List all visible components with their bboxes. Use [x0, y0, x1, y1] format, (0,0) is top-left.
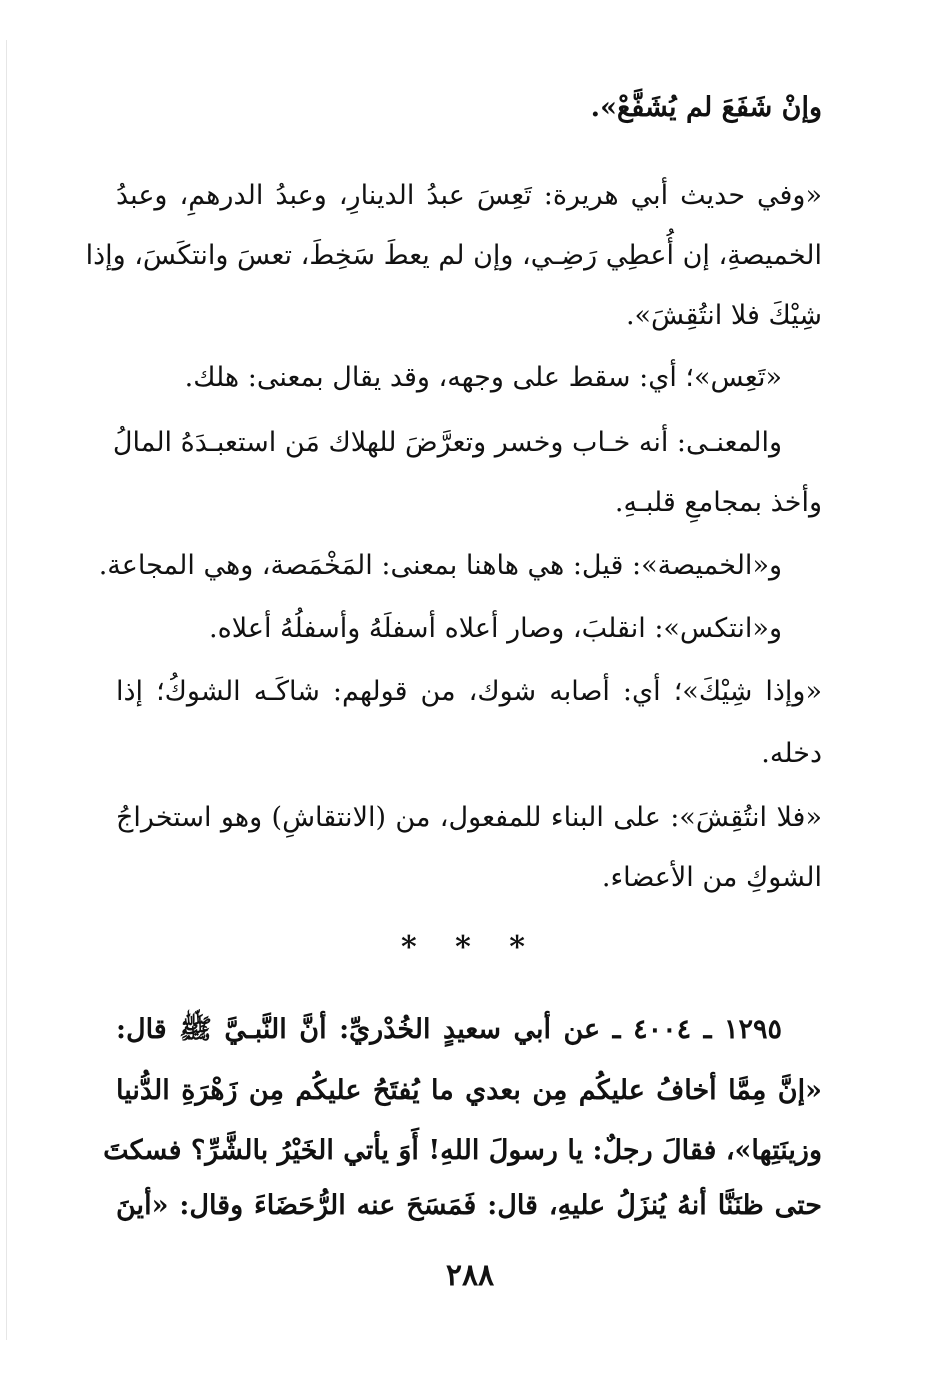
text-line-3: الخميصةِ، إن أُعطِي رَضِـي، وإن لم يعطَ سَخِطَ، تعسَ وانتكَسَ، وإذا [85, 240, 822, 271]
text-line-16: وزينَتِها»، فقالَ رجلٌ: يا رسولَ اللهِ! أَوَ يأتي الخَيْرُ بالشَّرِّ؟ فسكتَ [103, 1135, 822, 1166]
text-line-11: دخله. [761, 738, 822, 769]
text-line-8: و«الخميصة»: قيل: هي هاهنا بمعنى: المَخْمَصة، وهي المجاعة. [98, 550, 782, 581]
text-line-15: «إنَّ مِمَّا أخافُ عليكُم مِن بعدي ما يُفتَحُ عليكُم مِن زَهْرَةِ الدُّنيا [116, 1075, 822, 1106]
page-number: ٢٨٨ [445, 1258, 495, 1293]
text-line-1: وإنْ شَفَعَ لم يُشَفَّعْ». [590, 92, 822, 123]
text-line-4: شِيْكَ فلا انتُقِشَ». [625, 300, 822, 331]
text-line-12: «فلا انتُقِشَ»: على البناء للمفعول، من (الانتقاشِ) وهو استخراجُ [116, 802, 822, 833]
section-divider: * * * [401, 930, 539, 965]
text-line-14: ١٢٩٥ ـ ٤٠٠٤ ـ عن أبي سعيدٍ الخُدْريِّ: أنَّ النَّبـيَّ ﷺ قال: [116, 1014, 782, 1045]
text-line-7: وأخذ بمجامعِ قلبـهِ. [614, 487, 822, 518]
text-line-10: «وإذا شِيْكَ»؛ أي: أصابه شوك، من قولهم: شاكَـه الشوكُ؛ إذا [116, 676, 822, 707]
text-line-5: «تَعِس»؛ أي: سقط على وجهه، وقد يقال بمعنى: هلك. [184, 362, 782, 393]
page-edge-line [6, 40, 7, 1340]
text-line-2: «وفي حديث أبي هريرة: تَعِسَ عبدُ الدينارِ، وعبدُ الدرهمِ، وعبدُ [116, 180, 822, 211]
text-line-9: و«انتكس»: انقلبَ، وصار أعلاه أسفلَهُ وأسفلُهُ أعلاه. [209, 613, 782, 644]
text-line-13: الشوكِ من الأعضاء. [601, 862, 822, 893]
text-line-6: والمعنـى: أنه خـاب وخسر وتعرَّضَ للهلاك مَن استعبـدَهُ المالُ [112, 427, 782, 458]
text-line-17: حتى ظنَنَّا أنهُ يُنزَلُ عليهِ، قال: فَمَسَحَ عنه الرُّحَضَاءَ وقال: «أينَ [116, 1190, 822, 1221]
